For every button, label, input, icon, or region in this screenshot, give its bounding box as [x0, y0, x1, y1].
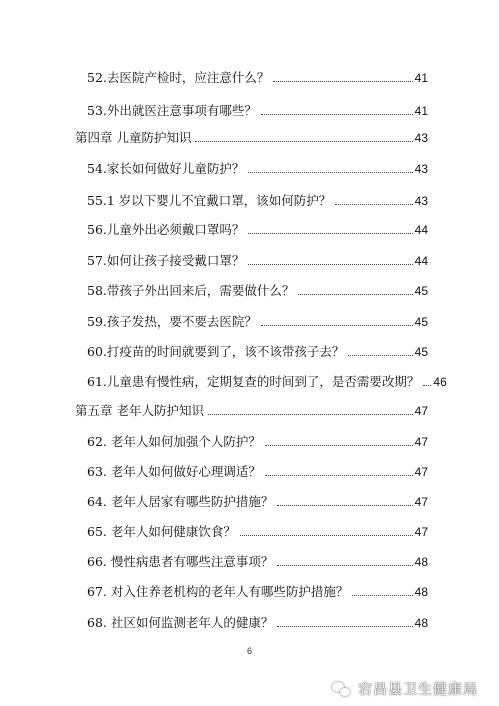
toc-entry: [87, 218, 428, 238]
toc-entry-title: 56.儿童外出必须戴口罩吗？: [87, 222, 245, 237]
toc-entry-page: 47: [414, 465, 428, 479]
dot-leader: [240, 535, 413, 536]
dot-leader: [277, 626, 412, 627]
dot-leader: [423, 385, 431, 386]
toc-entry-title: 54.家长如何做好儿童防护？: [87, 161, 245, 176]
toc-entry-page: 43: [414, 194, 428, 208]
toc-entry-page: 47: [414, 525, 428, 539]
dot-leader: [273, 81, 412, 82]
toc-entry-title: 65. 老年人如何健康饮食？: [87, 524, 236, 539]
watermark-text: 宕昌县卫生健康局: [358, 682, 478, 698]
dot-leader: [277, 505, 412, 506]
dot-leader: [248, 264, 412, 265]
dot-leader: [265, 445, 413, 446]
page-number: 6: [246, 646, 252, 656]
toc-entry-title: 57.如何让孩子接受戴口罩？: [87, 253, 245, 268]
toc-entry-page: 45: [414, 284, 428, 298]
toc-chapter-title: 第四章 儿童防护知识: [75, 130, 192, 145]
dot-leader: [335, 204, 412, 205]
toc-entry-title: 53.外出就医注意事项有哪些？: [87, 103, 257, 118]
toc-entry: [87, 249, 428, 269]
toc-entry-title: 55.1 岁以下婴儿不宜戴口罩，该如何防护？: [87, 193, 332, 208]
toc-chapter: [75, 126, 428, 146]
wechat-icon: [332, 681, 352, 697]
toc-entry: [87, 520, 428, 540]
dot-leader: [277, 565, 412, 566]
toc-entry: [87, 490, 428, 510]
toc-entry-title: 58.带孩子外出回来后，需要做什么？: [87, 283, 295, 298]
dot-leader: [352, 595, 412, 596]
dot-leader: [261, 114, 413, 115]
dot-leader: [298, 294, 412, 295]
toc-entry-title: 61.儿童患有慢性病，定期复查的时间到了，是否需要改期？: [87, 374, 420, 389]
toc-entry-page: 48: [414, 555, 428, 569]
toc-entry-page: 48: [414, 585, 428, 599]
toc-entry-title: 67. 对入住养老机构的老年人有哪些防护措施？: [87, 584, 349, 599]
dot-leader: [261, 325, 413, 326]
dot-leader: [248, 233, 412, 234]
toc-entry-title: 52.去医院产检时，应注意什么？: [87, 70, 270, 85]
toc-entry: [87, 310, 428, 330]
toc-entry-page: 47: [414, 495, 428, 509]
dot-leader: [195, 141, 412, 142]
toc-entry-page: 47: [414, 435, 428, 449]
toc-chapter-title: 第五章 老年人防护知识: [75, 403, 204, 418]
toc-entry-title: 63. 老年人如何做好心理调适？: [87, 464, 261, 479]
toc-entry-page: 45: [414, 345, 428, 359]
dot-leader: [348, 355, 412, 356]
toc-entry-title: 60.打疫苗的时间就要到了，该不该带孩子去？: [87, 344, 345, 359]
toc-entry: [87, 99, 428, 119]
toc-entry: [87, 460, 428, 480]
toc-chapter-page: 47: [414, 404, 428, 418]
toc-entry-title: 59.孩子发热，要不要去医院？: [87, 314, 257, 329]
toc-entry-title: 62. 老年人如何加强个人防护？: [87, 434, 261, 449]
watermark: [332, 674, 478, 704]
toc-entry-page: 41: [414, 71, 428, 85]
toc-entry: [87, 611, 428, 631]
toc-entry-title: 66. 慢性病患者有哪些注意事项？: [87, 554, 274, 569]
toc-entry: [87, 580, 428, 600]
toc-entry-page: 46: [433, 375, 447, 389]
toc-entry-page: 48: [414, 616, 428, 630]
toc-entry: [87, 430, 428, 450]
toc-entry-page: 44: [414, 223, 428, 237]
dot-leader: [248, 172, 412, 173]
toc-chapter: [75, 399, 428, 419]
toc-entry-page: 43: [414, 162, 428, 176]
toc-entry: [87, 340, 428, 360]
toc-entry: [87, 550, 428, 570]
toc-entry-page: 41: [414, 104, 428, 118]
toc-entry-title: 64. 老年人居家有哪些防护措施？: [87, 494, 274, 509]
toc-entry-title: 68. 社区如何监测老年人的健康？: [87, 615, 274, 630]
toc-entry: [87, 370, 447, 390]
dot-leader: [265, 475, 413, 476]
toc-entry: [87, 279, 428, 299]
dot-leader: [208, 414, 413, 415]
toc-entry: [87, 157, 428, 177]
toc-entry: [87, 189, 428, 209]
toc-chapter-page: 43: [414, 131, 428, 145]
toc-entry: [87, 66, 428, 86]
toc-entry-page: 45: [414, 315, 428, 329]
toc-entry-page: 44: [414, 254, 428, 268]
